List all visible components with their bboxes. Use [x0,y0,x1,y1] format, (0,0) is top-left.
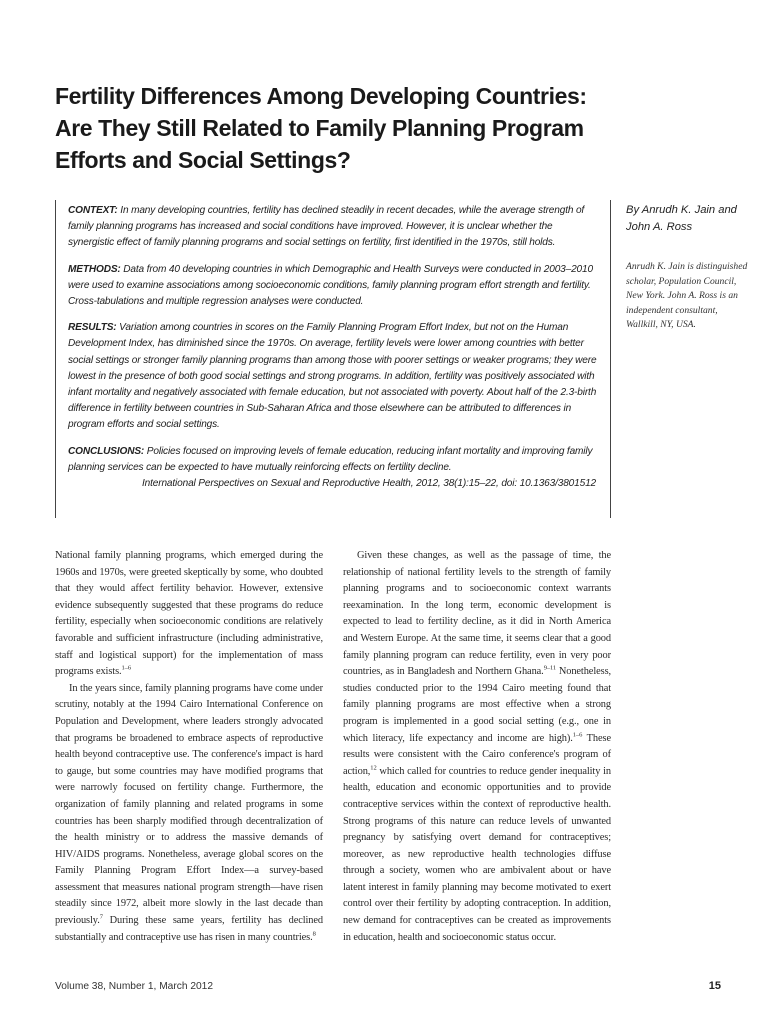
context-label: CONTEXT: [68,205,118,216]
body-paragraph: In the years since, family planning programs have come under scrutiny, notably at the 1994 Cairo International Conference on Population and Development, where leaders strongly advocated that programs be broadened to embrace aspects of reproductive health beyond contraceptive use. The conference's impact is hard to gauge, but some countries may have modified programs that were narrowly focused on fertility change. Furthermore, the organization of family planning and related programs in some countries has been sharply modified through decentralization of the health ministry or to address the massive demands of HIV/AIDS programs. Nonetheless, average global scores on the Family Planning Program Effort Index—a survey-based assessment that measures national program strength—have risen steadily since 1972, albeit more slowly in the last decade than previously.$^7$ During these same years, fertility has declined substantially and contraceptive use has risen in many countries.$^8$ [55,682,323,943]
reference-marker: 1–6 [572,731,583,739]
body-column-right [343,548,611,946]
title-line-2: Are They Still Related to Family Planning Program [55,115,584,141]
article-title [55,80,615,176]
reference-marker: 1–6 [121,664,131,672]
citation: International Perspectives on Sexual and Reproductive Health, 2012, 38(1):15–22, doi: 10.1363/3801512 [142,478,596,490]
conclusions-text: Policies focused on improving levels of female education, reducing infant mortality and improving family planning services can be expected to have mutually reinforcing effects on fertility decline. [68,445,593,473]
abstract-context [68,203,600,252]
context-text: In many developing countries, fertility has declined steadily in recent decades, while the average strength of family planning programs has increased and social conditions have improved. However, it is unclear whether the synergistic effect of family planning programs and social settings on fertility, first identified in the 1970s, still holds. [68,205,585,249]
abstract-methods [68,262,600,311]
methods-text: Data from 40 developing countries in which Demographic and Health Surveys were conducted in 2003–2010 were used to examine associations among socioeconomic conditions, family planning program effort strength and fertility. Cross-tabulations and multiple regression analyses were conducted. [68,263,593,308]
title-line-3: Efforts and Social Settings? [55,147,351,173]
results-label: RESULTS: [68,322,117,334]
author-byline: By Anrudh K. Jain and John A. Ross [626,204,737,233]
page-number: 15 [708,980,721,992]
abstract-box [55,200,611,518]
title-line-1: Fertility Differences Among Developing Countries: [55,83,587,109]
methods-label: METHODS: [68,263,121,275]
reference-marker: 9–11 [543,664,557,672]
abstract-conclusions [68,444,600,493]
reference-marker: 12 [370,764,377,772]
conclusions-label: CONCLUSIONS: [68,445,145,457]
reference-marker: 7 [99,913,103,921]
results-text: Variation among countries in scores on the Family Planning Program Effort Index, but not on the Human Development Index, has diminished since the 1970s. On average, fertility levels were lower among countries with better social settings or stronger family planning programs than among those with poorer settings or weaker programs; they were lowest in the presence of both good social settings and strong programs. In addition, fertility was positively associated with infant mortality and negatively associated with female education, but not associated with poverty. About half of the 2.3-birth difference in fertility between countries in Sub-Saharan Africa and those elsewhere can be attributed to differences in program efforts and social settings. [68,322,597,431]
author-bio: Anrudh K. Jain is distinguished scholar, Population Council, New York. John A. Ross is an independent consultant, Wallkill, NY, USA. [626,261,748,330]
journal-issue: Volume 38, Number 1, March 2012 [55,981,213,992]
body-paragraph: National family planning programs, which emerged during the 1960s and 1970s, were greeted skeptically by some, who doubted that they would affect fertility behavior. However, extensive evidence subsequently suggested that these programs do reduce fertility, especially when socioeconomic conditions are relatively favorable and sufficient infrastructure (including administrative, staff and logistical support) for the implementation of mass programs exists.$^{1-6}$ [55,550,323,678]
body-column-left [55,548,323,946]
reference-marker: 8 [312,930,316,938]
body-paragraph: Given these changes, as well as the passage of time, the relationship of national fertility levels to the strength of family planning programs and to socioeconomic context warrants reexamination. In the long term, economic development is expected to lead to fertility decline, as it did in North America and Western Europe. At the same time, it seems clear that a good family planning program can reduce fertility, even in very poor countries, as in Bangladesh and Northern Ghana.$^{9-11}$ Nonetheless, studies conducted prior to the 1994 Cairo meeting found that family planning programs are most effective when a strong program is implemented in a good social setting (e.g., one in which literacy, life expectancy and income are high).$^{1-6}$ These results were consistent with the Cairo conference's program of action,$^{12}$ which called for countries to reduce gender inequality in health, education and economic opportunities and to provide contraceptive services within the context of reproductive health. Strong programs of this nature can reduce levels of unwanted pregnancy by satisfying overt demand for contraceptives; moreover, as new reproductive health technologies diffuse through a society, women who are ambivalent about or have latent interest in family planning may become motivated to exert control over their fertility by adopting contraception. In addition, new demand for contraceptives can be created as improvements in education, health and socioeconomic status occur. [343,550,612,943]
abstract-results [68,320,600,433]
